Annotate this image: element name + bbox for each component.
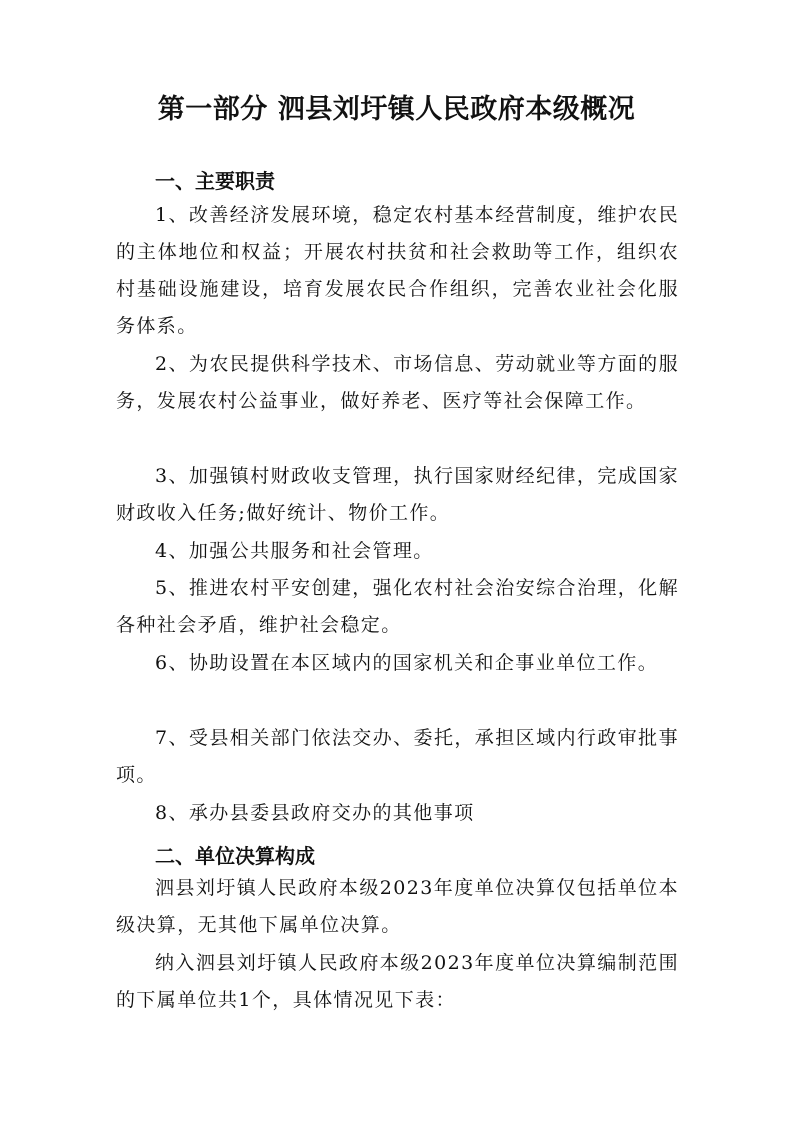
page-title: 第一部分 泗县刘圩镇人民政府本级概况 [157, 94, 636, 125]
composition-paragraph-2: 纳入泗县刘圩镇人民政府本级2023年度单位决算编制范围的下属单位共1个，具体情况见下表： [116, 952, 679, 1011]
section-heading-unit-composition: 二、单位决算构成 [155, 844, 315, 868]
duty-item-7: 7、受县相关部门依法交办、委托，承担区域内行政审批事项。 [116, 727, 679, 786]
duty-item-5: 5、推进农村平安创建，强化农村社会治安综合治理，化解各种社会矛盾，维护社会稳定。 [116, 577, 679, 636]
duty-item-8: 8、承办县委县政府交办的其他事项 [155, 802, 475, 824]
composition-paragraph-1: 泗县刘圩镇人民政府本级2023年度单位决算仅包括单位本级决算，无其他下属单位决算。 [116, 877, 679, 936]
duty-item-4: 4、加强公共服务和社会管理。 [155, 540, 434, 562]
duty-item-3: 3、加强镇村财政收支管理，执行国家财经纪律，完成国家财政收入任务;做好统计、物价工作。 [116, 465, 679, 524]
duty-item-2: 2、为农民提供科学技术、市场信息、劳动就业等方面的服务，发展农村公益事业，做好养老、医疗等社会保障工作。 [116, 353, 679, 412]
section-heading-main-duties: 一、主要职责 [155, 169, 275, 193]
duty-item-6: 6、协助设置在本区域内的国家机关和企事业单位工作。 [155, 652, 659, 674]
duty-item-1: 1、改善经济发展环境，稳定农村基本经营制度，维护农民的主体地位和权益；开展农村扶贫和社会救助等工作，组织农村基础设施建设，培育发展农民合作组织，完善农业社会化服务体系。 [116, 204, 679, 337]
